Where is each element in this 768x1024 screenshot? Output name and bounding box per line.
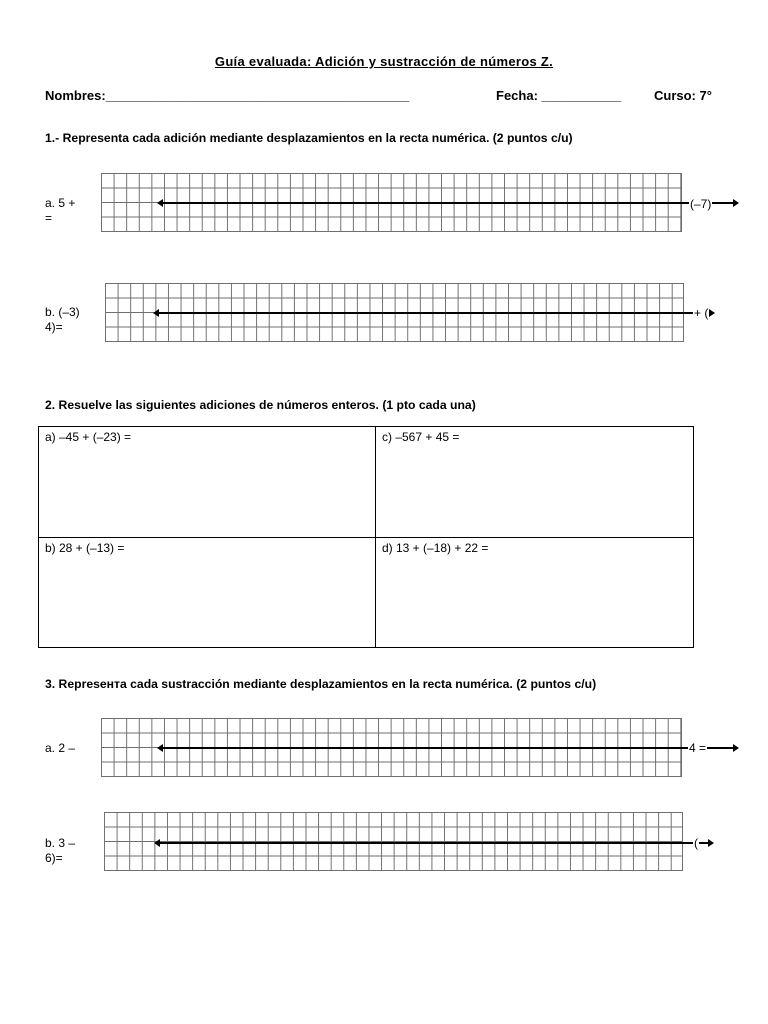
number-line-grid-3b[interactable] (104, 812, 683, 871)
number-line-3a (163, 747, 733, 749)
section1-heading: 1.- Representa cada adición mediante desplazamientos en la recta numérica. (2 puntos c/u) (45, 131, 573, 145)
item-3a-label: a. 2 – (45, 741, 76, 755)
page-title: Guía evaluada: Adición y sustracción de números Z. (214, 54, 554, 69)
table-divider-horizontal (39, 537, 693, 538)
number-line-1a (163, 202, 733, 204)
exercise-cell-d: d) 13 + (–18) + 22 = (382, 541, 489, 555)
exercise-table (38, 426, 694, 648)
item-1b-right-text: + ( (694, 306, 709, 320)
item-3b-right-text: ( (694, 836, 698, 850)
item-3a-right-text: 4 = (689, 741, 707, 755)
number-line-grid-1b[interactable] (105, 283, 684, 342)
number-line-grid-1a[interactable] (101, 173, 682, 232)
exercise-cell-c: c) –567 + 45 = (382, 430, 460, 444)
names-field[interactable]: Nombres:__________________________________________ (45, 88, 410, 103)
item-3b-label: b. 3 – 6)= (45, 836, 76, 865)
item-1a-right-text: (–7) (690, 197, 712, 211)
number-line-3b (160, 842, 708, 844)
section3-heading: 3. Represента cada sustracción mediante desplazamientos en la recta numérica. (2 puntos c/u) (45, 677, 597, 691)
number-line-grid-3a[interactable] (101, 718, 682, 777)
exercise-cell-b: b) 28 + (–13) = (45, 541, 125, 555)
exercise-cell-a: a) –45 + (–23) = (45, 430, 132, 444)
number-line-1b (159, 312, 709, 314)
course-label: Curso: 7° (654, 88, 712, 103)
date-field[interactable]: Fecha: ___________ (496, 88, 622, 103)
section2-heading: 2. Resuelve las siguientes adiciones de números enteros. (1 pto cada una) (45, 398, 476, 412)
item-1a-label: a. 5 + = (45, 196, 76, 225)
item-1b-label: b. (–3) 4)= (45, 305, 80, 334)
